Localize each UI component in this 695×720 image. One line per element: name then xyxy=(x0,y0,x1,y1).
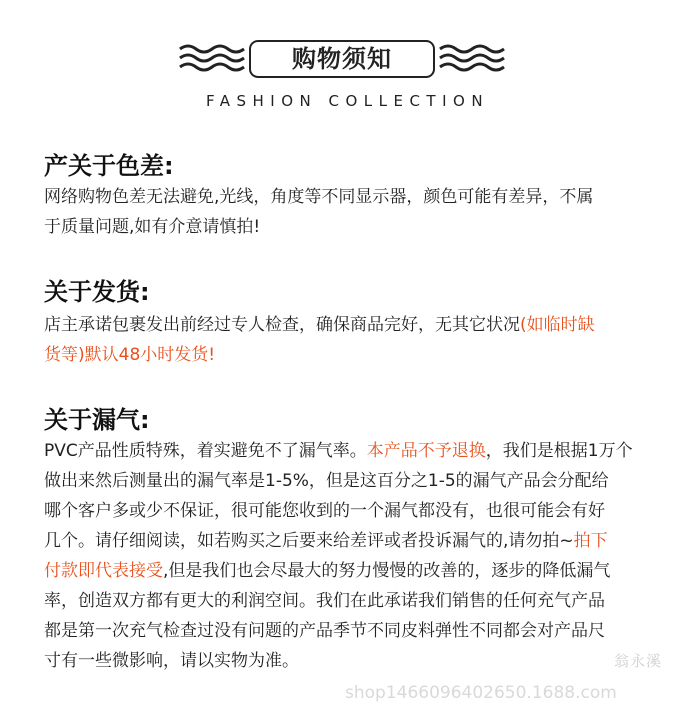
watermark-url: shop1466096402650.1688.com xyxy=(345,683,617,703)
paragraph-line xyxy=(44,436,684,466)
no-return-highlight: 本产品不予退换 xyxy=(366,441,486,461)
leak-text: 几个。请仔细阅读，如若购买之后要来给差评或者投诉漏气的,请勿拍~ xyxy=(44,531,574,551)
section-title-shipping: 关于发货: xyxy=(44,278,150,306)
section-title-color-difference: 产关于色差: xyxy=(44,152,174,180)
order-highlight: 拍下 xyxy=(573,531,608,551)
paragraph-line: 率，创造双方都有更大的利润空间。我们在此承诺我们销售的任何充气产品 xyxy=(44,591,605,611)
paragraph-line: 于质量问题,如有介意请慎拍! xyxy=(44,217,261,237)
watermark-name: 翁永溪 xyxy=(614,652,663,670)
paragraph-line xyxy=(44,310,684,340)
paragraph-line: 做出来然后测量出的漏气率是1-5%，但是这百分之1-5的漏气产品会分配给 xyxy=(44,471,609,491)
paragraph-line: 都是第一次充气检查过没有问题的产品季节不同皮料弹性不同都会对产品尺 xyxy=(44,621,605,641)
paragraph-line: 哪个客户多或少不保证，很可能您收到的一个漏气都没有，也很可能会有好 xyxy=(44,501,605,521)
section-body-shipping xyxy=(44,310,684,370)
leak-text: PVC产品性质特殊，着实避免不了漏气率。 xyxy=(44,441,367,461)
wave-lines-icon xyxy=(438,44,506,74)
paragraph-line: 寸有一些微影响，请以实物为准。 xyxy=(44,651,299,671)
leak-text: ，我们是根据1万个 xyxy=(485,441,633,461)
section-body-color-difference xyxy=(44,182,684,242)
paragraph-line xyxy=(44,526,684,556)
leak-text: ,但是我们也会尽最大的努力慢慢的改善的，逐步的降低漏气 xyxy=(163,561,611,581)
wave-lines-icon xyxy=(178,44,246,74)
shipping-text: 店主承诺包裹发出前经过专人检查，确保商品完好，无其它状况 xyxy=(44,315,520,335)
shipping-highlight: (如临时缺 xyxy=(520,315,595,335)
notice-header xyxy=(0,40,695,82)
order-highlight: 付款即代表接受 xyxy=(44,561,163,581)
paragraph-line: 网络购物色差无法避免,光线，角度等不同显示器，颜色可能有差异，不属 xyxy=(44,187,594,207)
page-subtitle: FASHION COLLECTION xyxy=(205,92,490,110)
paragraph-line xyxy=(44,556,684,586)
page-title: 购物须知 xyxy=(249,40,435,78)
shipping-highlight: 货等)默认48小时发货! xyxy=(44,345,216,365)
section-body-air-leakage xyxy=(44,436,684,676)
section-title-air-leakage: 关于漏气: xyxy=(44,406,150,434)
